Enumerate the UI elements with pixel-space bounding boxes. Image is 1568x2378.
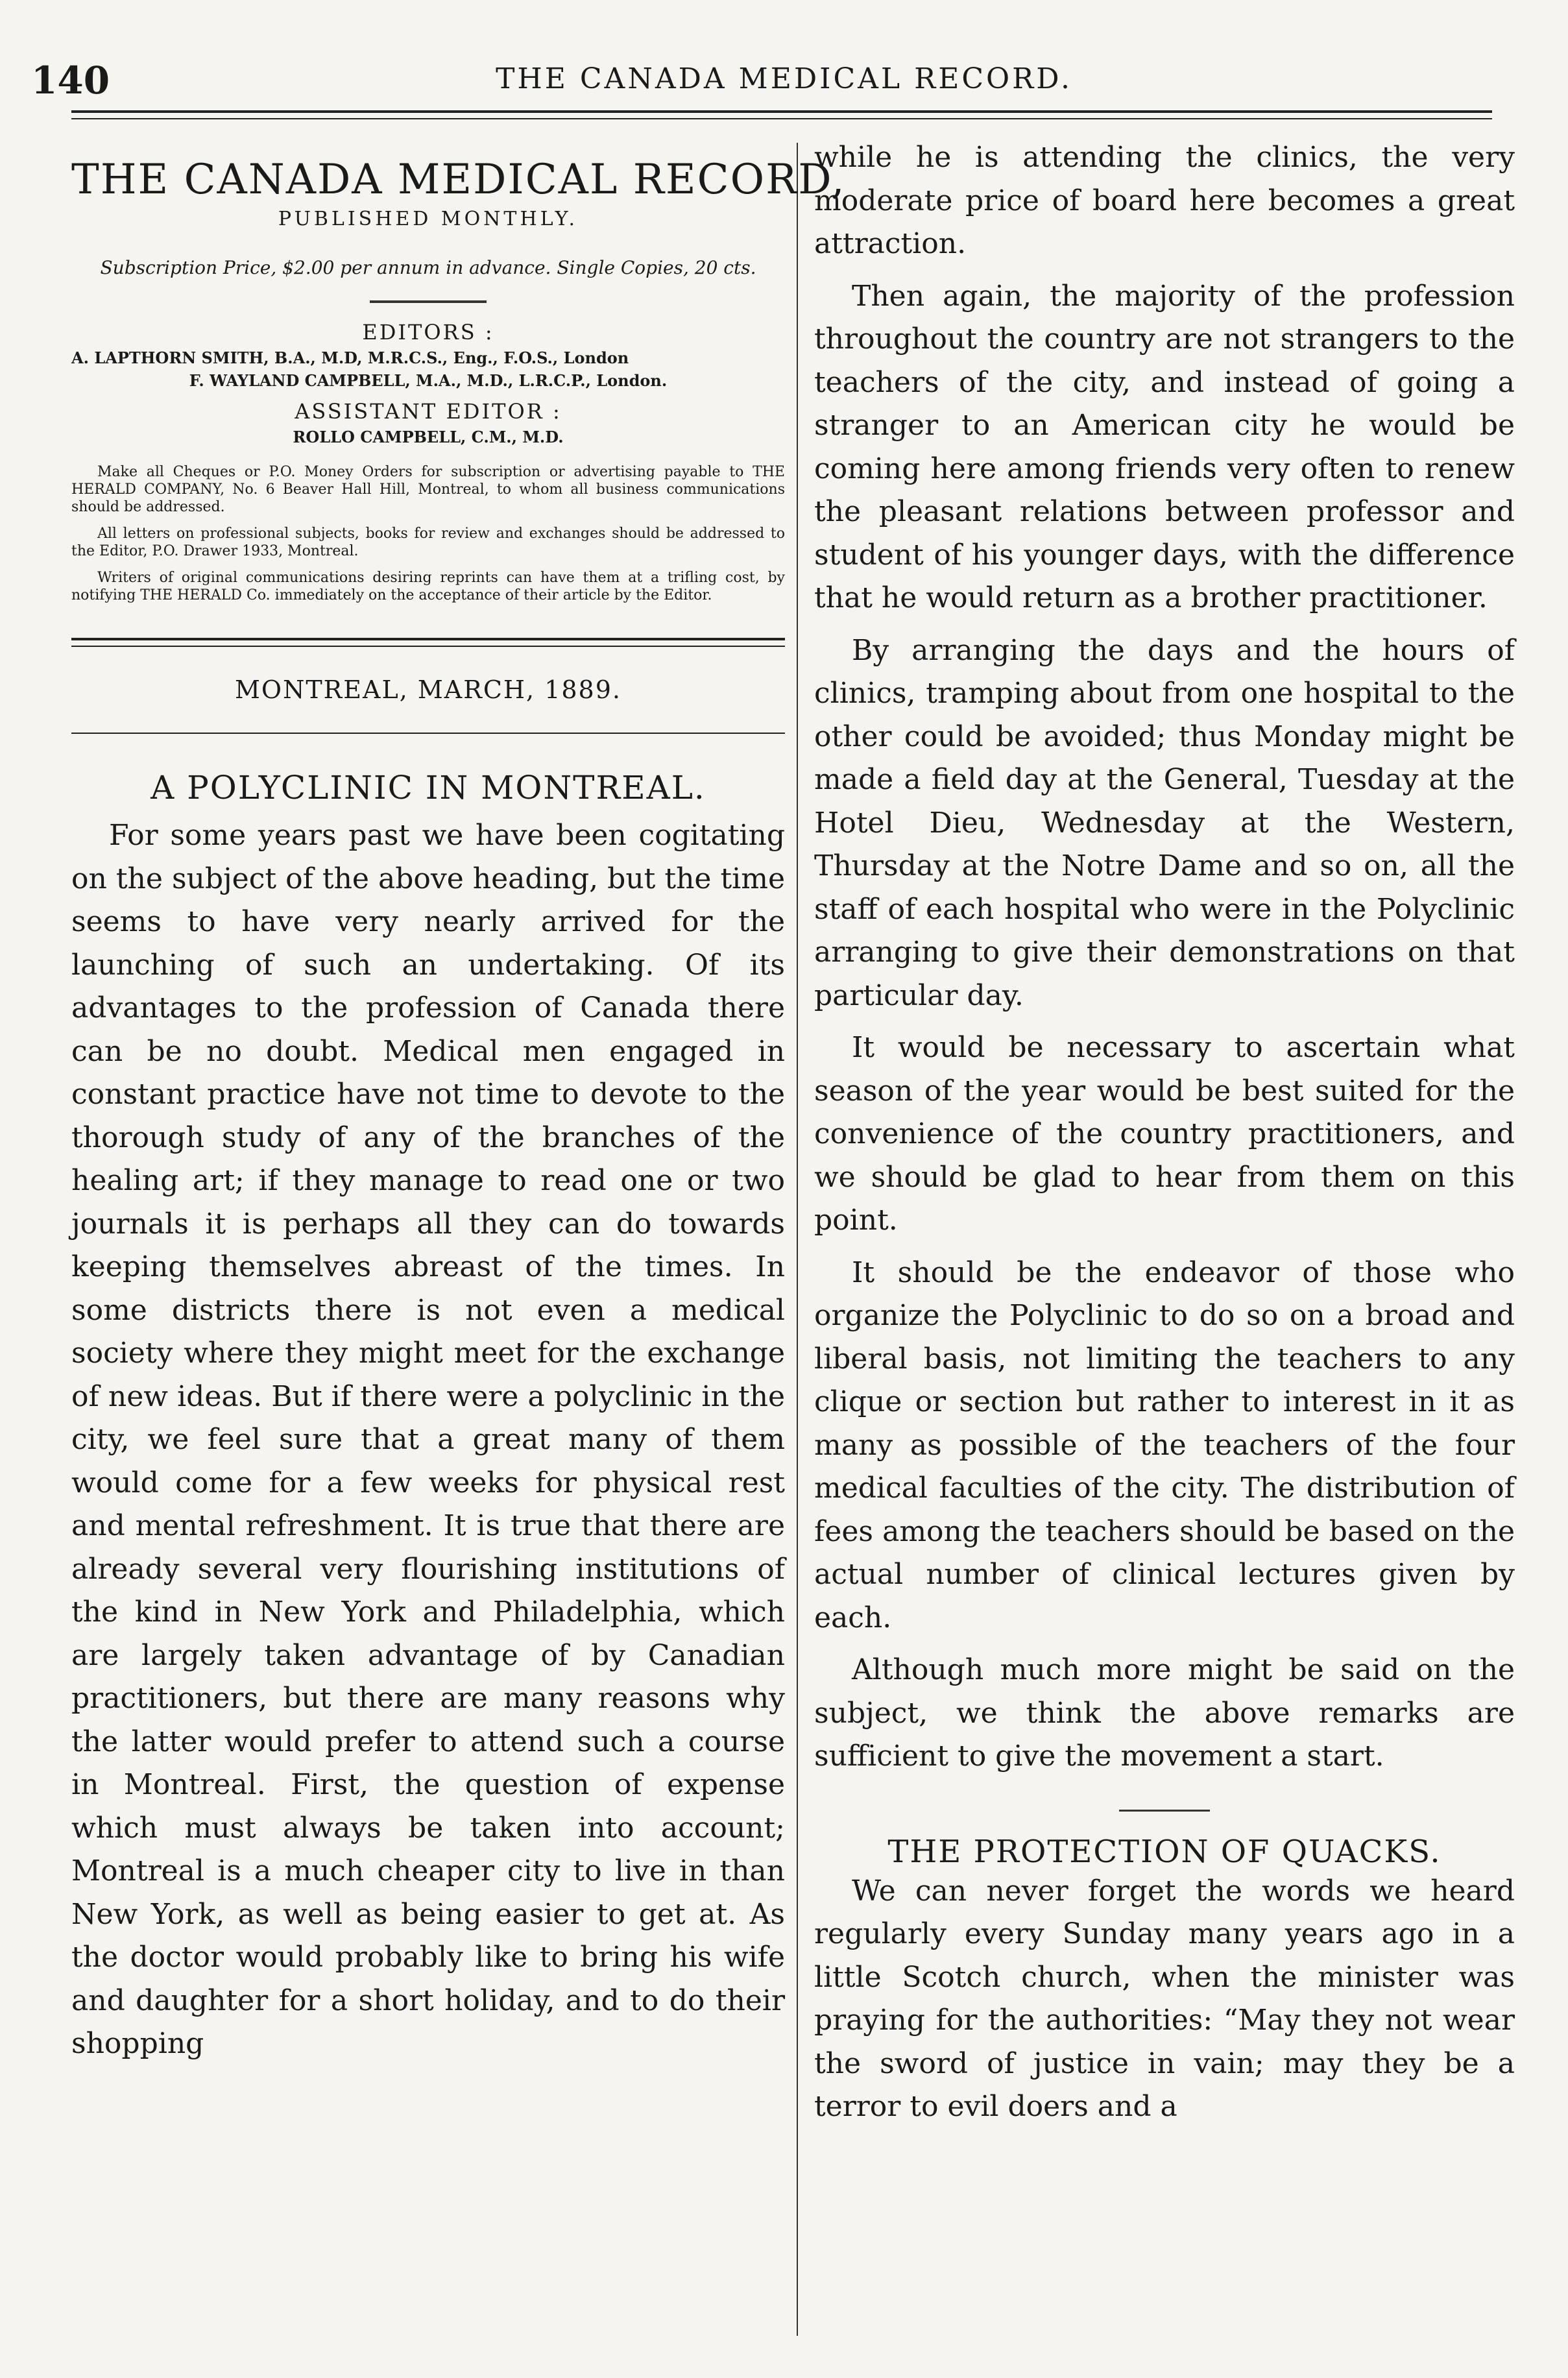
assistant-editor-name: ROLLO CAMPBELL, C.M., M.D. [293,428,564,446]
article-paragraph: For some years past we have been cogitating on the subject of the above heading, but the time seems to have very nearly arrived for the launching of such an undertaking. Of its advantages to the profession of Canada there can be no doubt. Medical men engaged in constant practice have not time to devote to the thorough study of any of the branches of the healing art; if they manage to read one or two journals it is perhaps all they can do towards keeping themselves abreast of the times. In some districts there is not even a medical society where they might meet for the exchange of new ideas. But if there were a polyclinic in the city, we feel sure that a great many of them would come for a few weeks for physical rest and mental refreshment. It is true that there are already several very flourishing institutions of the kind in New York and Philadelphia, which are largely taken advantage of by Canadian practitioners, but there are many reasons why the latter would prefer to attend such a course in Montreal. First, the question of expense which must always be taken into account; Montreal is a much cheaper city to live in than New York, as well as being easier to get at. As the doctor would probably like to bring his wife and daughter for a short holiday, and to do their shopping [71,819,785,2060]
running-title: THE CANADA MEDICAL RECORD. [496,62,1072,95]
article-title: A POLYCLINIC IN MONTREAL. [151,769,706,807]
article-paragraph: while he is attending the clinics, the very moderate price of board here becomes a great attraction. [814,141,1515,260]
article-paragraph: It would be necessary to ascertain what season of the year would be best suited for the convenience of the country practitioners, and we should be glad to hear from them on this point. [814,1031,1515,1237]
assistant-editor-heading: ASSISTANT EDITOR : [295,399,562,424]
masthead-rule [370,300,487,303]
article-separator-rule [1119,1810,1210,1812]
header-rule [71,110,1492,113]
letters-notice: All letters on professional subjects, books for review and exchanges should be addressed to the Editor, P.O. Drawer 1933, Montreal. [71,526,785,559]
right-column [814,136,1515,2129]
subscription-price: Subscription Price, $2.00 per annum in advance. Single Copies, 20 cts. [100,257,756,278]
editors-heading: EDITORS : [362,320,494,345]
section-rule-thin [71,646,785,647]
editor-name: F. WAYLAND CAMPBELL, M.A., M.D., L.R.C.P., London. [189,371,668,390]
article-paragraph: It should be the endeavor of those who organize the Polyclinic to do so on a broad and liberal basis, not limiting the teachers to any clique or section but rather to interest in it as many as possible of the teachers of the four medical faculties of the city. The distribution of fees among the teachers should be based on the actual number of clinical lectures given by each. [814,1256,1515,1634]
header-rule-thin [71,118,1492,119]
left-column [71,136,846,2066]
column-divider [797,143,798,2336]
article-paragraph: We can never forget the words we heard regularly every Sunday many years ago in a little Scotch church, when the minister was praying for the authorities: “May they not wear the sword of justice in vain; may they be a terror to evil doers and a [814,1874,1515,2123]
editor-name: A. LAPTHORN SMITH, B.A., M.D, M.R.C.S., Eng., F.O.S., London [71,348,629,367]
article-paragraph: Although much more might be said on the subject, we think the above remarks are sufficient to give the movement a start. [814,1653,1515,1773]
article-paragraph: By arranging the days and the hours of clinics, tramping about from one hospital to the other could be avoided; thus Monday might be made a field day at the General, Tuesday at the Hotel Dieu, Wednesday at the Western, Thursday at the Notre Dame and so on, all the staff of each hospital who were in the Polyclinic arranging to give their demonstrations on that particular day. [814,633,1515,1012]
masthead-title: THE CANADA MEDICAL RECORD, [71,156,846,204]
section-rule [71,638,785,640]
payment-notice: Make all Cheques or P.O. Money Orders for subscription or advertising payable to THE HERALD COMPANY, No. 6 Beaver Hall Hill, Montreal, to whom all business communications should be addressed. [71,464,785,515]
article-paragraph: Then again, the majority of the profession throughout the country are not strangers to the teachers of the city, and instead of going a stranger to an American city he would be coming here among friends very often to renew the pleasant relations between professor and student of his younger days, with the difference that he would return as a brother practitioner. [814,279,1515,614]
article-title: THE PROTECTION OF QUACKS. [887,1833,1441,1870]
reprints-notice: Writers of original communications desiring reprints can have them at a trifling cost, by notifying THE HERALD Co. immediately on the acceptance of their article by the Editor. [71,570,785,603]
dateline-rule [71,733,785,734]
masthead-published: PUBLISHED MONTHLY. [278,208,579,230]
page-number: 140 [31,58,110,103]
issue-dateline: MONTREAL, MARCH, 1889. [235,675,621,704]
